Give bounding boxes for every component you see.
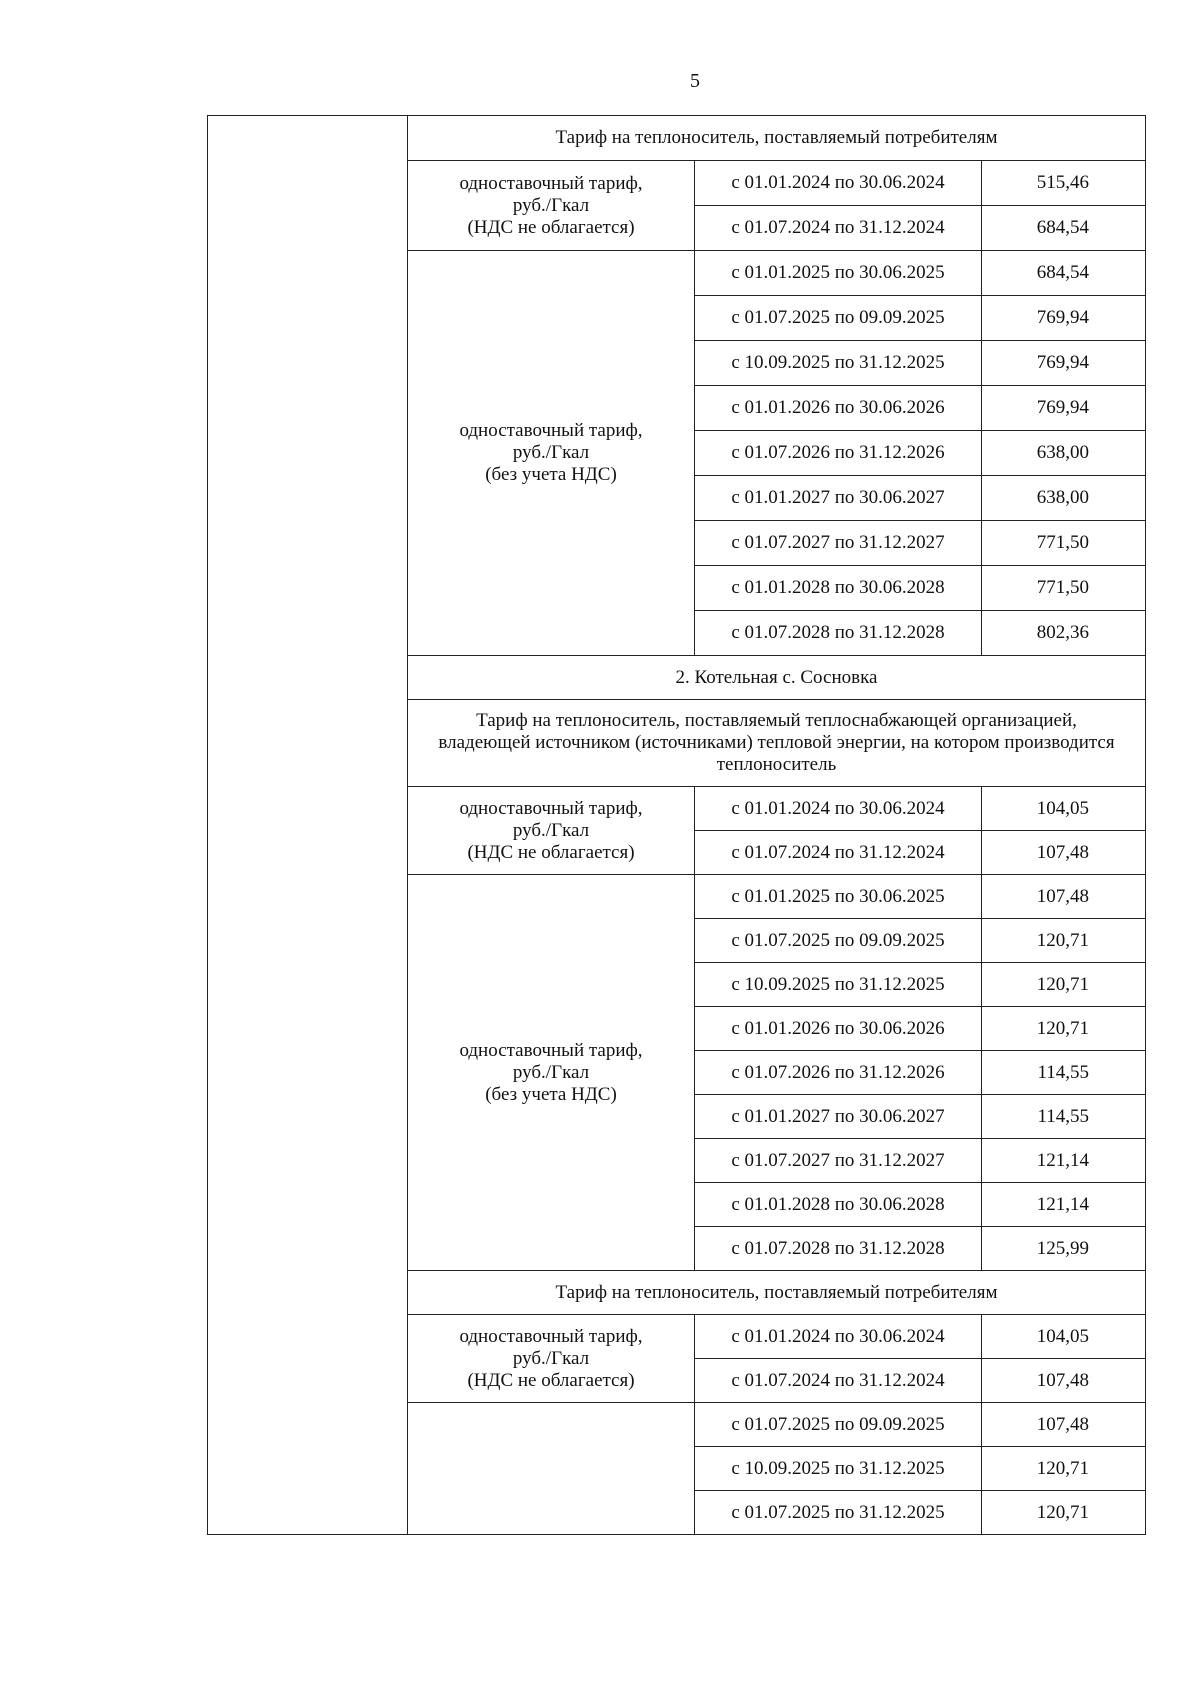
period-cell: с 01.07.2025 по 31.12.2025: [695, 1491, 982, 1535]
desc-line: (без учета НДС): [485, 1083, 617, 1105]
desc-line: (НДС не облагается): [467, 216, 635, 238]
tariff-description: [408, 875, 695, 1271]
value-cell: 769,94: [982, 386, 1146, 431]
value-cell: 120,71: [982, 1447, 1146, 1491]
value-cell: 125,99: [982, 1227, 1146, 1271]
period-cell: с 01.07.2028 по 31.12.2028: [695, 1227, 982, 1271]
period-cell: с 01.01.2026 по 30.06.2026: [695, 1007, 982, 1051]
value-cell: 114,55: [982, 1051, 1146, 1095]
value-cell: 107,48: [982, 1403, 1146, 1447]
desc-line: одноставочный тариф,: [459, 172, 643, 194]
period-cell: с 01.01.2025 по 30.06.2025: [695, 251, 982, 296]
value-cell: 114,55: [982, 1095, 1146, 1139]
period-cell: с 01.07.2025 по 09.09.2025: [695, 1403, 982, 1447]
value-cell: 104,05: [982, 1315, 1146, 1359]
period-cell: с 01.01.2024 по 30.06.2024: [695, 787, 982, 831]
value-cell: 771,50: [982, 566, 1146, 611]
section-header: Тариф на теплоноситель, поставляемый потребителям: [408, 1271, 1146, 1315]
period-cell: с 01.07.2024 по 31.12.2024: [695, 831, 982, 875]
desc-line: руб./Гкал: [512, 1347, 590, 1369]
desc-line: руб./Гкал: [512, 819, 590, 841]
left-blank-column: [208, 116, 408, 1535]
period-cell: с 10.09.2025 по 31.12.2025: [695, 1447, 982, 1491]
tariff-description: [408, 787, 695, 875]
value-cell: 120,71: [982, 1007, 1146, 1051]
value-cell: 638,00: [982, 476, 1146, 521]
period-cell: с 01.07.2025 по 09.09.2025: [695, 296, 982, 341]
period-cell: с 01.01.2027 по 30.06.2027: [695, 1095, 982, 1139]
desc-line: одноставочный тариф,: [459, 797, 643, 819]
period-cell: с 10.09.2025 по 31.12.2025: [695, 963, 982, 1007]
section-header: Тариф на теплоноситель, поставляемый потребителям: [408, 116, 1146, 161]
value-cell: 515,46: [982, 161, 1146, 206]
desc-line: (НДС не облагается): [467, 1369, 635, 1391]
tariff-description: [408, 251, 695, 656]
desc-line: руб./Гкал: [512, 194, 590, 216]
period-cell: с 01.07.2027 по 31.12.2027: [695, 1139, 982, 1183]
value-cell: 121,14: [982, 1139, 1146, 1183]
value-cell: 684,54: [982, 251, 1146, 296]
period-cell: с 01.07.2024 по 31.12.2024: [695, 206, 982, 251]
value-cell: 769,94: [982, 341, 1146, 386]
value-cell: 684,54: [982, 206, 1146, 251]
value-cell: 107,48: [982, 831, 1146, 875]
value-cell: 107,48: [982, 875, 1146, 919]
desc-line: (без учета НДС): [485, 464, 617, 485]
period-cell: с 01.07.2026 по 31.12.2026: [695, 431, 982, 476]
value-cell: 771,50: [982, 521, 1146, 566]
tariff-description: [408, 161, 695, 251]
value-cell: 121,14: [982, 1183, 1146, 1227]
period-cell: с 01.01.2025 по 30.06.2025: [695, 875, 982, 919]
desc-line: одноставочный тариф,: [459, 1325, 643, 1347]
period-cell: с 01.07.2027 по 31.12.2027: [695, 521, 982, 566]
value-cell: 104,05: [982, 787, 1146, 831]
period-cell: с 01.01.2028 по 30.06.2028: [695, 566, 982, 611]
tariff-description: [408, 1315, 695, 1403]
desc-line: руб./Гкал: [512, 442, 590, 463]
value-cell: 802,36: [982, 611, 1146, 656]
period-cell: с 01.01.2024 по 30.06.2024: [695, 161, 982, 206]
period-cell: с 01.07.2028 по 31.12.2028: [695, 611, 982, 656]
value-cell: 120,71: [982, 919, 1146, 963]
desc-line: (НДС не облагается): [467, 841, 635, 863]
period-cell: с 01.01.2028 по 30.06.2028: [695, 1183, 982, 1227]
value-cell: 107,48: [982, 1359, 1146, 1403]
tariff-table: [207, 115, 1146, 1535]
desc-line: одноставочный тариф,: [459, 420, 643, 441]
period-cell: с 10.09.2025 по 31.12.2025: [695, 341, 982, 386]
value-cell: 120,71: [982, 963, 1146, 1007]
period-cell: с 01.07.2026 по 31.12.2026: [695, 1051, 982, 1095]
value-cell: 120,71: [982, 1491, 1146, 1535]
period-cell: с 01.07.2024 по 31.12.2024: [695, 1359, 982, 1403]
period-cell: с 01.01.2027 по 30.06.2027: [695, 476, 982, 521]
section-title: 2. Котельная с. Сосновка: [408, 656, 1146, 700]
page-number: 5: [690, 70, 700, 92]
period-cell: с 01.07.2025 по 09.09.2025: [695, 919, 982, 963]
desc-line: руб./Гкал: [512, 1061, 590, 1083]
value-cell: 769,94: [982, 296, 1146, 341]
desc-line: одноставочный тариф,: [459, 1039, 643, 1061]
section-header: Тариф на теплоноситель, поставляемый теплоснабжающей организацией, владеющей источником (источниками) тепловой энергии, на котором производится теплоноситель: [408, 700, 1146, 787]
period-cell: с 01.01.2026 по 30.06.2026: [695, 386, 982, 431]
period-cell: с 01.01.2024 по 30.06.2024: [695, 1315, 982, 1359]
tariff-description-empty: [408, 1403, 695, 1535]
value-cell: 638,00: [982, 431, 1146, 476]
